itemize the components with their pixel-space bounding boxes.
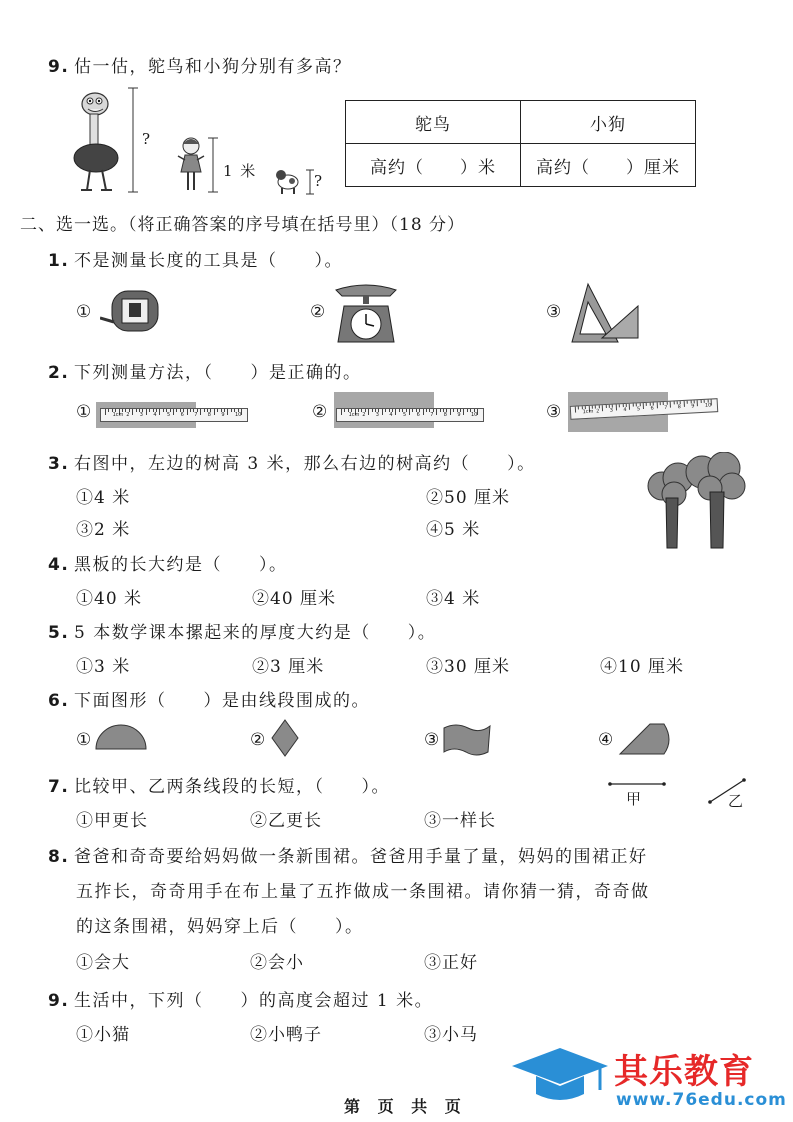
q8-option-3[interactable]: ③正好 [424,953,478,973]
ruler-tick [409,409,410,415]
ruler-tick [217,409,218,412]
ruler-label: 2 [596,408,600,415]
ruler-tick [423,409,424,415]
ruler-tick [436,409,437,415]
ruler-tick [341,409,342,415]
question-6: 6. 下面图形（ ）是由线段围成的。 [48,691,370,711]
table-header-ostrich: 鸵鸟 [346,101,521,144]
q9-option-3[interactable]: ③小马 [424,1025,478,1045]
ruler-tick [453,409,454,412]
q9-option-1[interactable]: ①小猫 [76,1025,130,1045]
ruler-tick [578,406,579,409]
semicircle-shape [94,722,148,752]
trees-illustration [644,452,746,550]
ruler-tick [149,409,150,412]
q6-option-2[interactable]: ② [250,730,267,750]
ruler-label: 8 [207,412,211,418]
q1-option-2[interactable]: ② [310,302,327,322]
ruler-tick [108,409,109,412]
q2-ruler-1 [100,408,248,422]
ruler-label: 2 [126,412,130,418]
curved-quadrilateral-shape [618,720,672,758]
ruler-label: 6 [180,412,184,418]
ruler-tick [467,409,468,412]
ruler-label: 1cm [112,412,124,418]
section-title: 二、选一选。（将正确答案的序号填在括号里）（18 分） [20,215,466,235]
ruler-tick [159,409,160,415]
question-9: 9. 生活中，下列（ ）的高度会超过 1 米。 [48,991,434,1011]
ruler-tick [105,409,106,415]
q2-option-2[interactable]: ② [312,402,329,422]
ruler-tick [187,409,188,415]
ruler-tick [450,409,451,415]
ruler-label: 6 [416,412,420,418]
ruler-tick [632,404,633,407]
ruler-tick [163,409,164,412]
q4-option-1[interactable]: ①40 米 [76,589,143,609]
ruler-tick [660,402,661,405]
ruler-label: 3 [375,412,379,418]
ruler-tick [132,409,133,415]
ruler-label: 9 [457,412,461,418]
answer-blank-dog[interactable]: 高约（ ）厘米 [521,144,696,187]
wavy-shape [442,720,492,758]
graduation-cap-icon [508,1044,612,1106]
question-3: 3. 右图中，左边的树高 3 米，那么右边的树高约（ ）。 [48,454,536,474]
ruler-tick [173,409,174,415]
ruler-label: 4 [623,406,627,414]
table-header-dog: 小狗 [521,101,696,144]
ruler-tick [395,409,396,415]
girl-height-label: 1 米 [223,162,257,180]
q9-option-2[interactable]: ②小鸭子 [250,1025,322,1045]
ruler-tick [575,407,576,413]
ruler-tick [426,409,427,412]
q1-option-3[interactable]: ③ [546,302,563,322]
q6-option-1[interactable]: ① [76,730,93,750]
ruler-label: 1cm [582,408,594,416]
ruler-tick [619,404,620,407]
girl-illustration [176,136,228,196]
ruler-label: 8 [677,404,682,411]
ruler-tick [227,409,228,415]
ruler-tick [214,409,215,415]
q1-option-1[interactable]: ① [76,302,93,322]
q5-option-4[interactable]: ④10 厘米 [600,657,685,677]
ruler-tick [344,409,345,412]
question-8-line-3: 的这条围裙，妈妈穿上后（ ）。 [76,917,364,937]
ruler-tick [204,409,205,412]
ruler-label: 7 [194,412,198,418]
q6-option-3[interactable]: ③ [424,730,441,750]
q4-option-2[interactable]: ②40 厘米 [252,589,337,609]
q8-option-1[interactable]: ①会大 [76,953,130,973]
answer-blank-ostrich[interactable]: 高约（ ）米 [346,144,521,187]
brand-name: 其乐教育 [614,1052,754,1092]
q2-option-1[interactable]: ① [76,402,93,422]
q7-option-1[interactable]: ①甲更长 [76,811,148,831]
estimate-answer-table [345,100,696,187]
q2-ruler-2 [336,408,484,422]
ruler-label: 5 [403,412,407,418]
ruler-label: 3 [609,407,614,414]
q7-option-2[interactable]: ②乙更长 [250,811,322,831]
ruler-label: 5 [167,412,171,418]
q3-option-3[interactable]: ③2 米 [76,520,131,540]
tape-measure-icon [100,286,164,336]
page-footer: 第 页 共 页 [344,1097,467,1116]
q2-option-3[interactable]: ③ [546,402,563,422]
brand-url: www.76edu.com [616,1090,787,1110]
ruler-tick [412,409,413,412]
ruler-tick [146,409,147,415]
ruler-tick [700,400,701,403]
ruler-tick [673,401,674,404]
ostrich-illustration [68,84,178,196]
ruler-tick [399,409,400,412]
segment-label-jia: 甲 [626,790,643,808]
question-2: 2. 下列测量方法，（ ）是正确的。 [48,363,362,383]
ruler-tick [200,409,201,415]
q7-option-3[interactable]: ③一样长 [424,811,496,831]
question-8-line-1: 8. 爸爸和奇奇要给妈妈做一条新围裙。爸爸用手量了量，妈妈的围裙正好 [48,847,648,867]
rhombus-shape [270,718,300,758]
ruler-tick [687,401,688,404]
q6-option-4[interactable]: ④ [598,730,615,750]
ruler-tick [670,402,671,408]
ruler-label: 10 [704,402,712,409]
ruler-label: 4 [389,412,393,418]
ruler-label: 10 [235,412,242,418]
question-5: 5. 5 本数学课本摞起来的厚度大约是（ ）。 [48,623,437,643]
ruler-label: 10 [471,412,478,418]
ruler-label: 5 [636,406,641,413]
scale-icon [330,280,402,348]
ruler-tick [382,409,383,415]
ruler-label: 7 [430,412,434,418]
ruler-label: 8 [443,412,447,418]
ruler-tick [176,409,177,412]
ruler-tick [646,403,647,406]
question-4: 4. 黑板的长大约是（ ）。 [48,555,288,575]
ruler-label: 4 [153,412,157,418]
ruler-tick [231,409,232,412]
ruler-tick [190,409,191,412]
dog-height-mark: ? [314,172,324,190]
q5-option-2[interactable]: ②3 厘米 [252,657,325,677]
ruler-tick [605,405,606,408]
ostrich-height-mark: ? [142,130,152,148]
ruler-label: 7 [664,404,668,411]
ruler-tick [697,400,698,406]
ruler-tick [683,401,684,407]
segment-label-yi: 乙 [728,792,745,810]
ruler-tick [136,409,137,412]
q5-option-3[interactable]: ③30 厘米 [426,657,511,677]
set-square-icon [566,280,642,346]
ruler-tick [616,404,617,410]
ruler-tick [368,409,369,415]
ruler-label: 9 [691,403,695,410]
q3-option-1[interactable]: ①4 米 [76,488,131,508]
ruler-tick [440,409,441,412]
q5-option-1[interactable]: ①3 米 [76,657,131,677]
ruler-tick [656,402,657,408]
ruler-tick [463,409,464,415]
ruler-label: 3 [139,412,143,418]
q8-option-2[interactable]: ②会小 [250,953,304,973]
estimate-question: 9. 估一估，鸵鸟和小狗分别有多高？ [48,57,352,77]
q4-option-3[interactable]: ③4 米 [426,589,481,609]
ruler-tick [602,405,603,411]
ruler-tick [372,409,373,412]
ruler-tick [643,403,644,409]
ruler-label: 2 [362,412,366,418]
ruler-tick [385,409,386,412]
ruler-label: 9 [221,412,225,418]
question-1: 1. 不是测量长度的工具是（ ）。 [48,251,343,271]
ruler-tick [629,404,630,410]
question-8-line-2: 五拃长，奇奇用手在布上量了五拃做成一条围裙。请你猜一猜，奇奇做 [76,882,650,902]
ruler-label: 6 [650,405,654,412]
q3-option-2[interactable]: ②50 厘米 [426,488,511,508]
question-7: 7. 比较甲、乙两条线段的长短，（ ）。 [48,777,390,797]
ruler-label: 1cm [348,412,360,418]
q3-option-4[interactable]: ④5 米 [426,520,481,540]
